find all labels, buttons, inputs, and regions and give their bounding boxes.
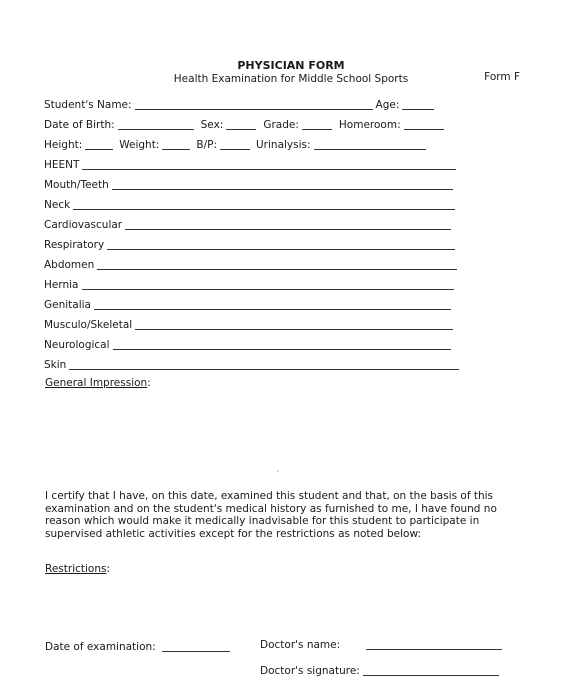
exam-item-neurological (44, 338, 454, 351)
doctor-name-blank[interactable] (366, 640, 502, 650)
vitals-row (44, 138, 429, 151)
age-blank[interactable] (402, 100, 434, 110)
form-title: PHYSICIAN FORM (237, 59, 345, 72)
form-code: Form F (484, 71, 520, 83)
exam-item-cardiovascular (44, 218, 454, 231)
bp-blank[interactable] (220, 140, 250, 150)
urinalysis-blank[interactable] (314, 140, 426, 150)
exam-item-blank[interactable] (125, 220, 451, 230)
dob-blank[interactable] (118, 120, 194, 130)
date-of-exam-row (45, 640, 233, 653)
height-label: Height: (44, 139, 83, 151)
sex-label: Sex: (200, 119, 224, 131)
exam-item-blank[interactable] (94, 300, 451, 310)
student-name-blank[interactable] (135, 100, 373, 110)
exam-item-respiratory (44, 238, 458, 251)
homeroom-blank[interactable] (404, 120, 444, 130)
student-name-label: Student's Name: (44, 99, 132, 111)
exam-item-mouth-teeth (44, 178, 456, 191)
doctor-signature-blank[interactable] (363, 666, 499, 676)
restrictions-heading (45, 563, 110, 575)
exam-item-label: Mouth/Teeth (44, 179, 109, 191)
certification-statement: I certify that I have, on this date, examined this student and that, on the basis of this examination and on the student's medical history as furnished to me, I have found no reason which would make it medically inadvisable for this student to participate in supervised athletic activities except for the restrictions as noted below: (45, 490, 497, 540)
restrictions-label: Restrictions (45, 563, 107, 575)
sex-blank[interactable] (226, 120, 256, 130)
dob-row (44, 118, 447, 131)
general-impression-colon: : (147, 377, 151, 389)
exam-item-label: Neurological (44, 339, 110, 351)
exam-item-blank[interactable] (112, 180, 453, 190)
date-of-exam-label: Date of examination: (45, 641, 156, 653)
stray-dot (277, 470, 279, 472)
age-label: Age: (375, 99, 400, 111)
date-of-exam-blank[interactable] (162, 642, 230, 652)
grade-blank[interactable] (302, 120, 332, 130)
student-name-row (44, 98, 437, 111)
exam-item-blank[interactable] (97, 260, 457, 270)
homeroom-label: Homeroom: (338, 119, 401, 131)
exam-item-label: Neck (44, 199, 71, 211)
exam-item-label: Abdomen (44, 259, 95, 271)
doctor-name-label: Doctor's name: (260, 639, 341, 651)
exam-item-label: Musculo/Skeletal (44, 319, 133, 331)
exam-item-neck (44, 198, 458, 211)
exam-item-label: Respiratory (44, 239, 105, 251)
exam-item-label: Genitalia (44, 299, 91, 311)
urinalysis-label: Urinalysis: (256, 139, 311, 151)
general-impression-label: General Impression (45, 377, 148, 389)
exam-item-label: HEENT (44, 159, 80, 171)
grade-label: Grade: (263, 119, 299, 131)
doctor-name-row (260, 638, 505, 651)
exam-item-musculo-skeletal (44, 318, 456, 331)
exam-item-heent (44, 158, 459, 171)
exam-item-blank[interactable] (107, 240, 455, 250)
dob-label: Date of Birth: (44, 119, 115, 131)
exam-item-blank[interactable] (82, 160, 456, 170)
exam-item-genitalia (44, 298, 454, 311)
exam-item-label: Cardiovascular (44, 219, 123, 231)
restrictions-colon: : (106, 563, 111, 575)
exam-item-blank[interactable] (73, 200, 455, 210)
exam-item-blank[interactable] (69, 360, 459, 370)
exam-item-hernia (44, 278, 457, 291)
weight-blank[interactable] (162, 140, 190, 150)
bp-label: B/P: (196, 139, 217, 151)
exam-item-label: Skin (44, 359, 67, 371)
doctor-signature-row (260, 664, 502, 677)
weight-label: Weight: (119, 139, 160, 151)
exam-item-abdomen (44, 258, 460, 271)
doctor-signature-label: Doctor's signature: (260, 665, 360, 677)
exam-item-blank[interactable] (135, 320, 453, 330)
exam-item-blank[interactable] (113, 340, 451, 350)
exam-item-skin (44, 358, 462, 371)
height-blank[interactable] (85, 140, 113, 150)
exam-item-blank[interactable] (82, 280, 454, 290)
exam-item-label: Hernia (44, 279, 79, 291)
form-subtitle: Health Examination for Middle School Sports (173, 73, 409, 85)
general-impression-heading (45, 377, 151, 389)
